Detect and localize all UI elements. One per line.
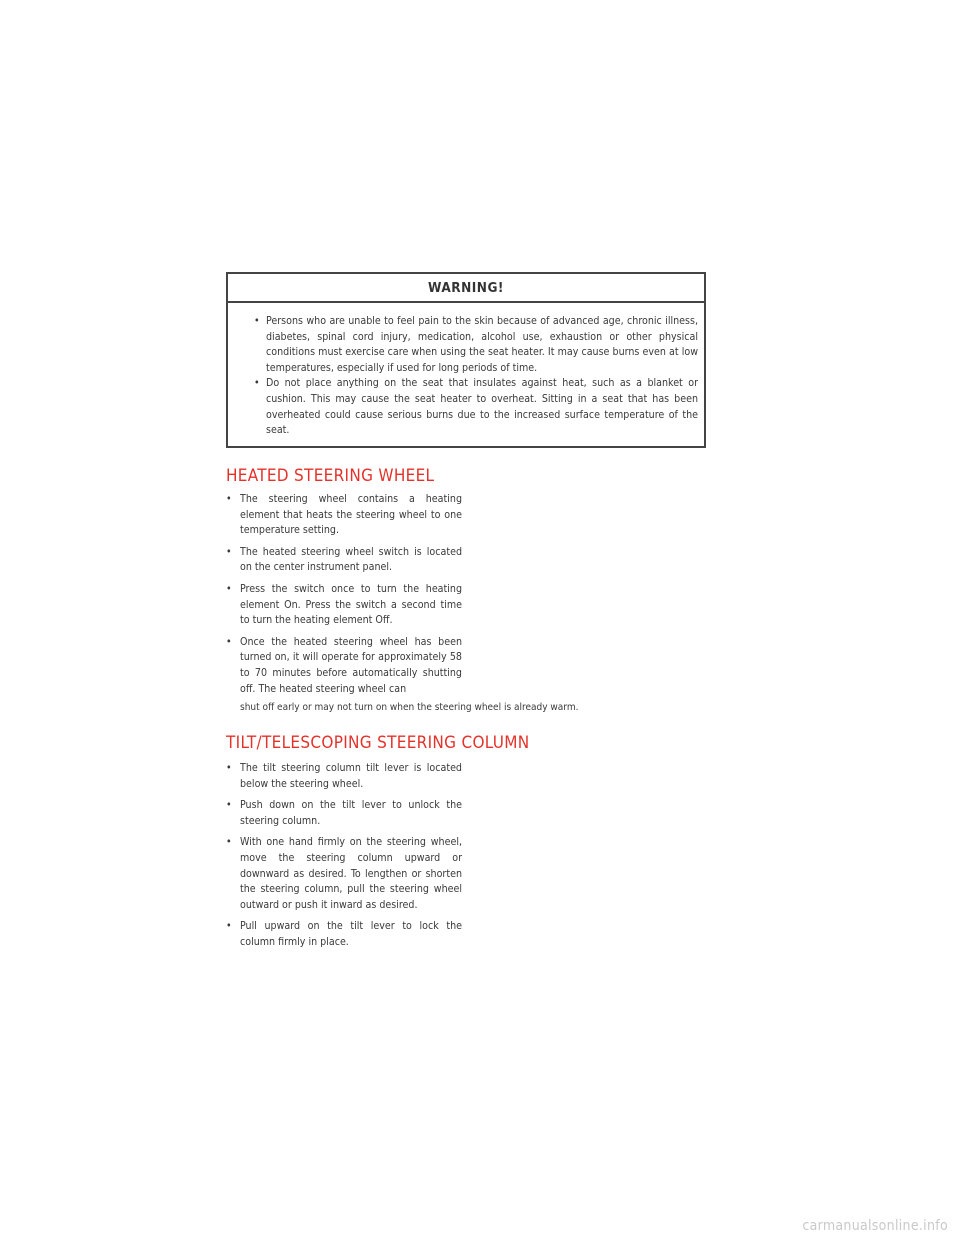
heated-steering-wheel-heading: HEATED STEERING WHEEL bbox=[226, 466, 435, 486]
list-item: • Pull upward on the tilt lever to lock the column firmly in place. bbox=[226, 920, 462, 948]
warning-box bbox=[226, 272, 706, 448]
tilt-telescoping-list bbox=[226, 761, 462, 957]
heated-overflow-line: shut off early or may not turn on when the steering wheel is already warm. bbox=[240, 702, 579, 713]
list-item: • Once the heated steering wheel has been turned on, it will operate for approximately 58 to 70 minutes before automatically shutting off. The heated steering wheel can bbox=[226, 635, 462, 695]
list-item: • The steering wheel contains a heating element that heats the steering wheel to one temperature setting. bbox=[226, 493, 462, 537]
list-item: • With one hand firmly on the steering wheel, move the steering column upward or downward as desired. To lengthen or shorten the steering column, pull the steering wheel outward or push it inward as desired. bbox=[226, 836, 462, 911]
warning-list bbox=[228, 303, 704, 439]
watermark: carmanualsonline.info bbox=[802, 1218, 948, 1234]
list-item: • Press the switch once to turn the heating element On. Press the switch a second time to turn the heating element Off. bbox=[226, 582, 462, 627]
tilt-telescoping-heading: TILT/TELESCOPING STEERING COLUMN bbox=[226, 733, 530, 753]
list-item: • The tilt steering column tilt lever is located below the steering wheel. bbox=[226, 762, 462, 790]
list-item: • The heated steering wheel switch is located on the center instrument panel. bbox=[226, 545, 462, 574]
warning-item: • Persons who are unable to feel pain to the skin because of advanced age, chronic illness, diabetes, spinal cord injury, medication, alcohol use, exhaustion or other physical conditions must exercise care when using the seat heater. It may cause burns even at low temperatures, especially if used for long periods of time. bbox=[254, 315, 698, 374]
warning-title: WARNING! bbox=[228, 274, 704, 303]
list-item: • Push down on the tilt lever to unlock the steering column. bbox=[226, 799, 462, 827]
heated-steering-wheel-list bbox=[226, 492, 462, 703]
warning-item: • Do not place anything on the seat that insulates against heat, such as a blanket or cushion. This may cause the seat heater to overheat. Sitting in a seat that has been overheated could cause serious burns due to the increased surface temperature of the seat. bbox=[254, 377, 698, 437]
